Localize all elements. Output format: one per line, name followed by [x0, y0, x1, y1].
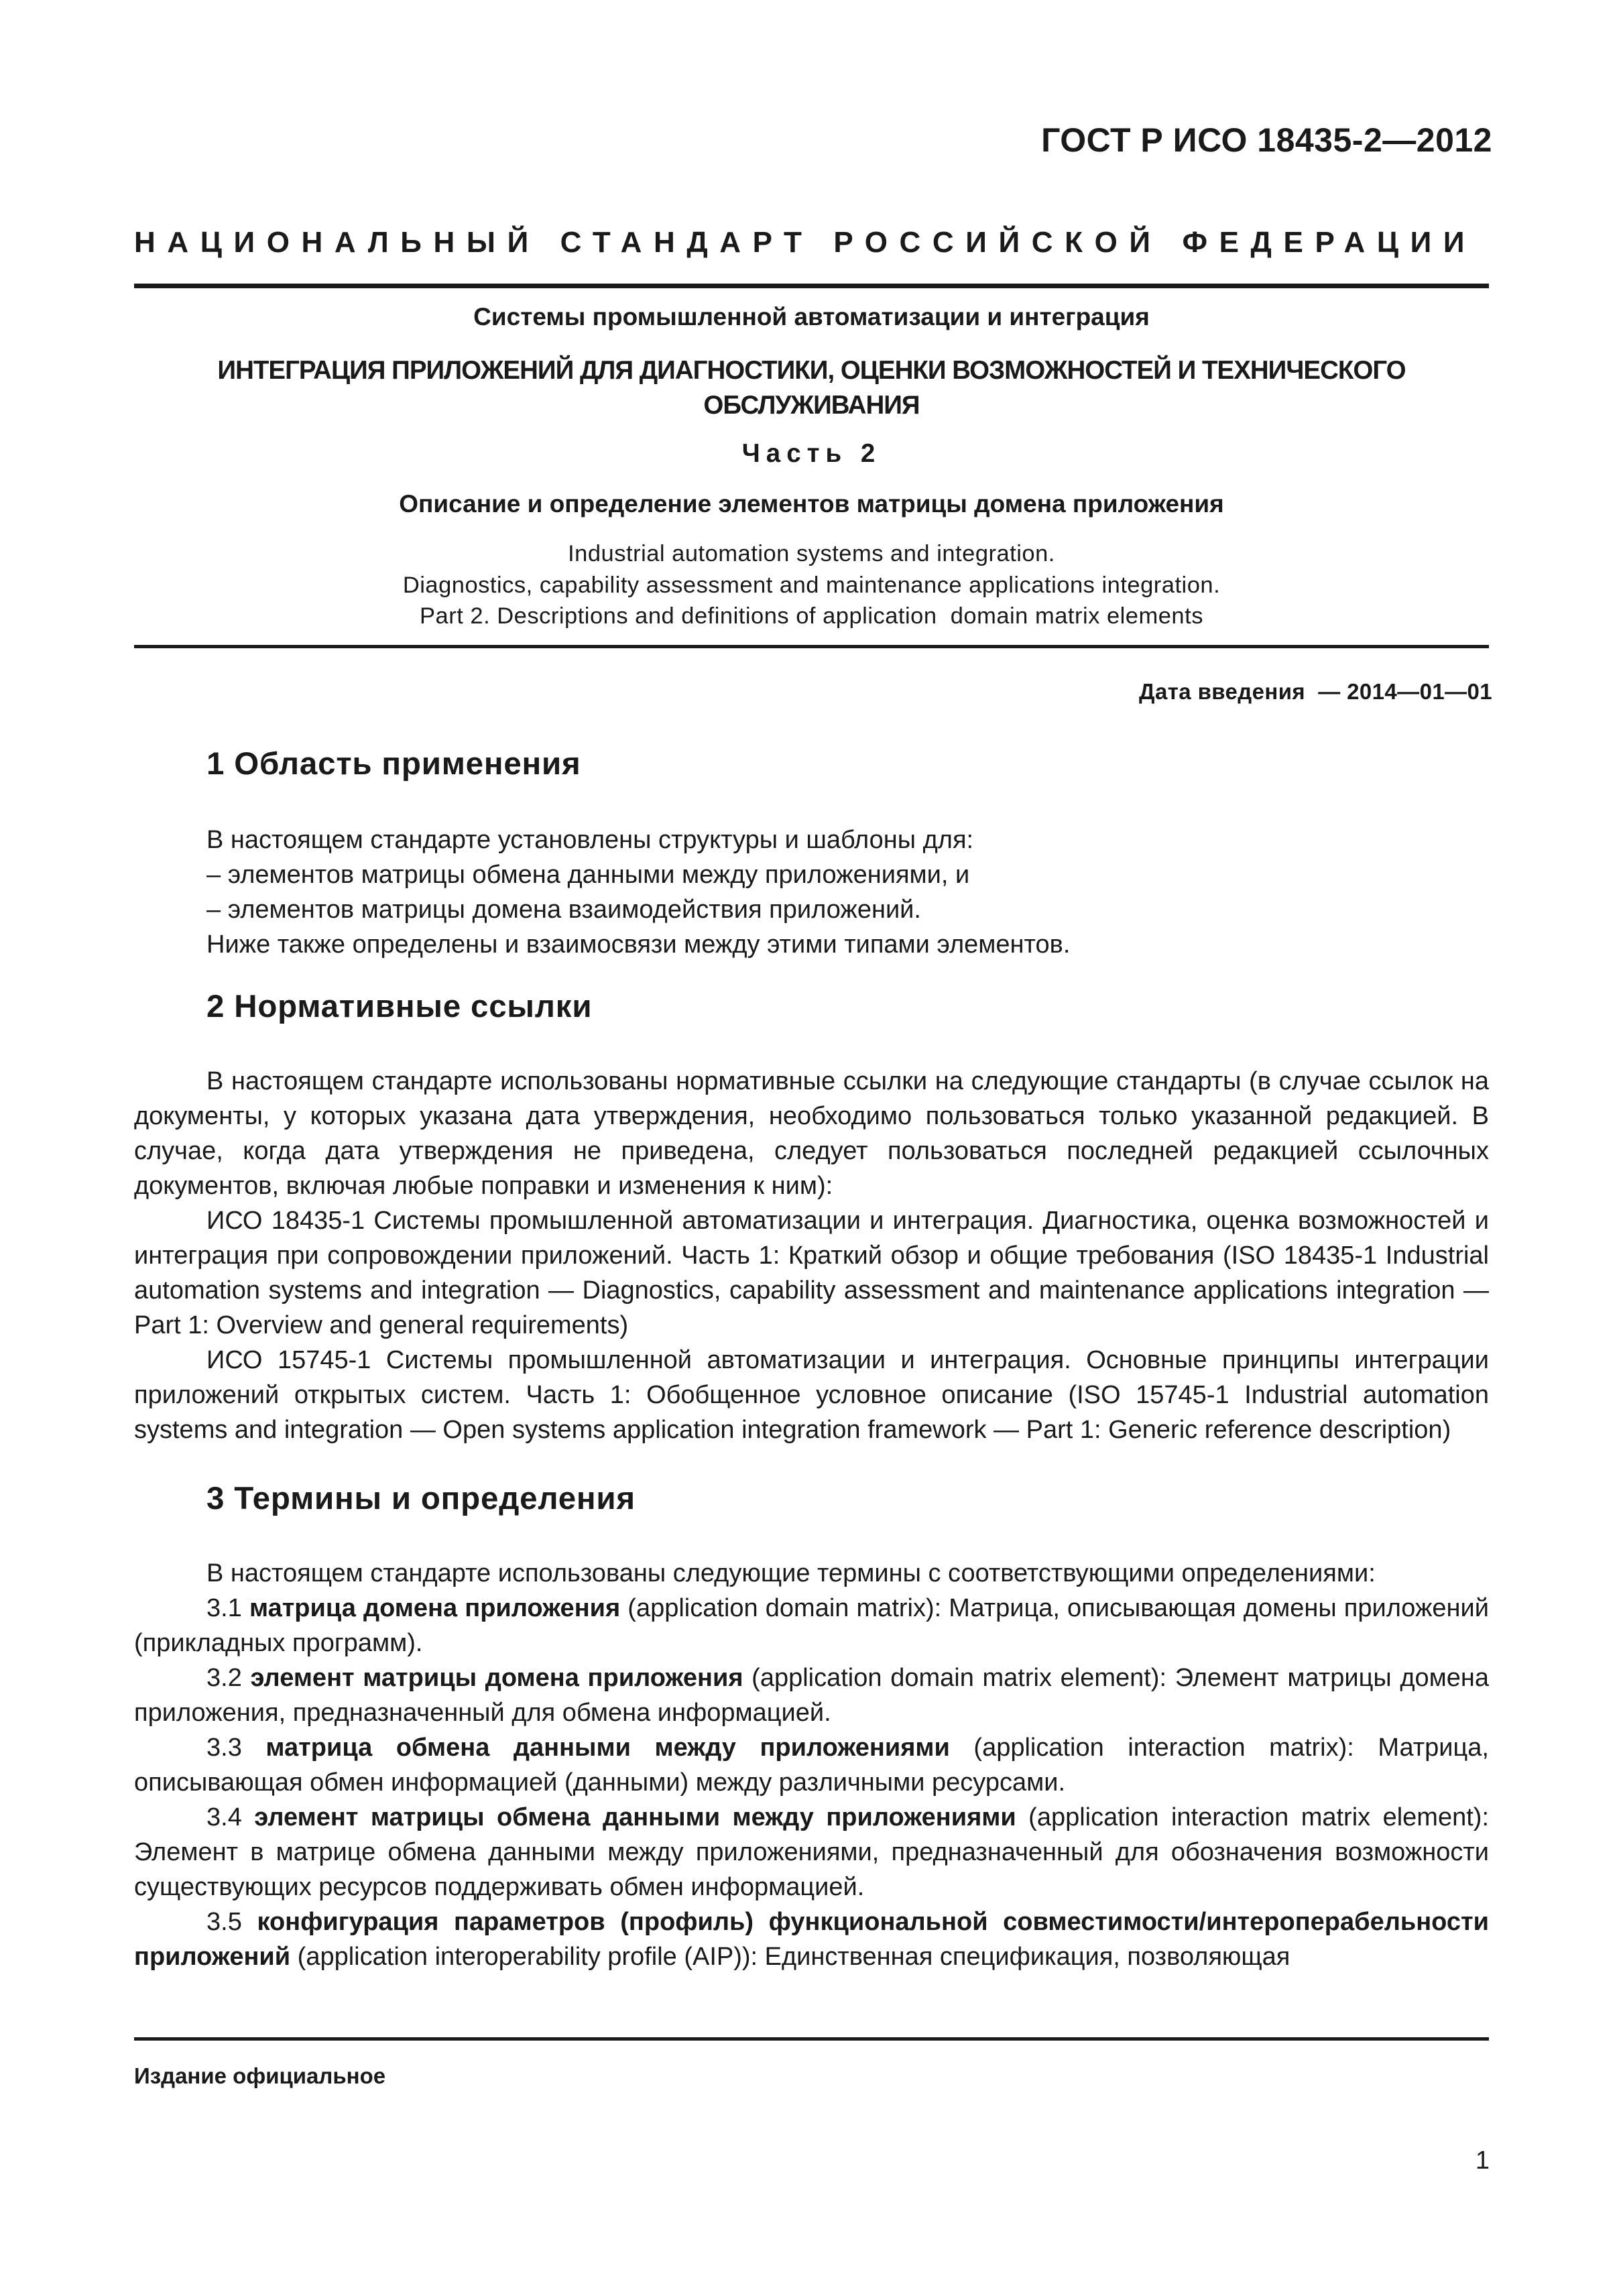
reference-item: ИСО 18435-1 Системы промышленной автоматизации и интеграция. Диагностика, оценка возможностей и интеграция при сопровождении приложений. Часть 1: Краткий обзор и общие требования (ISO 18435-1 Industrial automation systems and integration — Diagnostics, capability assessment and maintenance applications integration — Part 1: Overview and general requirements): [134, 1207, 1489, 1339]
section-1-heading: 1 Область применения: [206, 746, 581, 782]
standard-code: ГОСТ Р ИСО 18435-2—2012: [1041, 121, 1492, 159]
scope-line: Ниже также определены и взаимосвязи между этими типами элементов.: [206, 930, 1071, 959]
section-3-body: [134, 1556, 1489, 1974]
term-number: 3.2: [206, 1664, 242, 1692]
national-standard-banner: НАЦИОНАЛЬНЫЙ СТАНДАРТ РОССИЙСКОЙ ФЕДЕРАЦИИ: [134, 226, 1477, 259]
scope-line: – элементов матрицы обмена данными между приложениями, и: [206, 861, 970, 889]
section-2-heading: 2 Нормативные ссылки: [206, 989, 593, 1024]
term-number: 3.5: [206, 1908, 242, 1936]
english-title-line: Diagnostics, capability assessment and maintenance applications integration.: [402, 572, 1221, 598]
term-definition: [134, 1591, 1489, 1660]
term-name: матрица домена приложения: [249, 1594, 621, 1622]
title-rule: [134, 645, 1489, 648]
section-3-heading: 3 Термины и определения: [206, 1481, 636, 1516]
main-title: ИНТЕГРАЦИЯ ПРИЛОЖЕНИЙ ДЛЯ ДИАГНОСТИКИ, ОЦЕНКИ ВОЗМОЖНОСТЕЙ И ТЕХНИЧЕСКОГО ОБСЛУЖИВАНИЯ: [217, 356, 1406, 420]
term-text: (application interaction matrix): Матрица, описывающая обмен информацией (данными) между различными ресурсами.: [134, 1734, 1489, 1797]
top-rule: [134, 284, 1489, 288]
part-subtitle: Описание и определение элементов матрицы домена приложения: [399, 490, 1224, 518]
english-title-line: Industrial automation systems and integration.: [568, 541, 1055, 566]
term-number: 3.4: [206, 1803, 242, 1831]
section-2-body: [134, 1064, 1489, 1447]
references-intro: В настоящем стандарте использованы нормативные ссылки на следующие стандарты (в случае ссылок на документы, у которых указана дата утверждения, необходимо пользоваться только указанной редакцией. В случае, когда дата утверждения не приведена, следует пользоваться последней редакцией ссылочных документов, включая любые поправки и изменения к ним):: [134, 1067, 1489, 1200]
section-1-body: [134, 823, 1489, 962]
english-title: [134, 538, 1489, 632]
scope-line: В настоящем стандарте установлены структуры и шаблоны для:: [206, 826, 974, 854]
term-text: (application domain matrix element): Элемент матрицы домена приложения, предназначенный для обмена информацией.: [134, 1664, 1490, 1727]
part-label: Часть 2: [741, 439, 882, 468]
footer-rule: [134, 2037, 1489, 2041]
page-number: 1: [1475, 2147, 1490, 2175]
term-name: конфигурация параметров (профиль) функциональной совместимости/интероперабельности приложений: [134, 1908, 1489, 1971]
term-definition: [134, 1800, 1489, 1905]
term-number: 3.1: [206, 1594, 242, 1622]
term-text: (application interaction matrix element): Элемент в матрице обмена данными между приложениями, предназначенный для обозначения возможности существующих ресурсов поддерживать обмен информацией.: [134, 1803, 1489, 1901]
terms-intro: В настоящем стандарте использованы следующие термины с соответствующими определениями:: [206, 1559, 1376, 1587]
term-text: (application domain matrix): Матрица, описывающая домены приложений (прикладных программ).: [134, 1594, 1489, 1657]
introduction-date: Дата введения — 2014—01—01: [1139, 679, 1492, 704]
scope-line: – элементов матрицы домена взаимодействия приложений.: [206, 896, 921, 924]
term-name: элемент матрицы обмена данными между приложениями: [254, 1803, 1016, 1831]
reference-item: ИСО 15745-1 Системы промышленной автоматизации и интеграция. Основные принципы интеграции приложений открытых систем. Часть 1: Обобщенное условное описание (ISO 15745-1 Industrial automation systems and integration — Open systems application integration framework — Part 1: Generic reference description): [134, 1346, 1489, 1444]
term-text: (application interoperability profile (AIP)): Единственная спецификация, позволяющая: [290, 1943, 1290, 1971]
term-name: матрица обмена данными между приложениями: [265, 1734, 950, 1762]
term-definition: [134, 1660, 1489, 1730]
term-name: элемент матрицы домена приложения: [250, 1664, 743, 1692]
english-title-line: Part 2. Descriptions and definitions of application domain matrix elements: [420, 603, 1203, 629]
term-definition: [134, 1730, 1489, 1800]
edition-note: Издание официальное: [134, 2063, 386, 2088]
series-title: Системы промышленной автоматизации и интеграция: [473, 303, 1150, 330]
term-number: 3.3: [206, 1734, 242, 1762]
term-definition: [134, 1905, 1489, 1974]
